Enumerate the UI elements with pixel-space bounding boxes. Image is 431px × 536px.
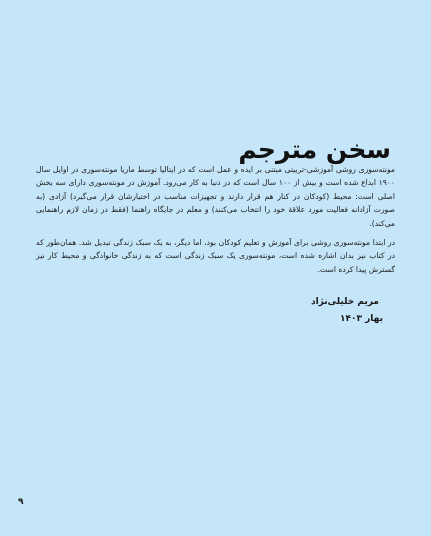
page-number: ۹ (18, 497, 24, 507)
paragraph: در ابتدا مونته‌سوری روشی برای آموزش و تعلیم کودکان بود، اما دیگر، به یک سبک زندگی تبدیل شد. همان‌طور که در کتاب نیز بدان اشاره شده است، مونته‌سوری یک سبک زندگی است که به زندگی خانوادگی و محیط کار نیز گسترش پیدا کرده است. (36, 238, 395, 274)
paragraph: مونته‌سوری روشی آموزشی-تربیتی مبتنی بر ایده و عمل است که در ایتالیا توسط ماریا مونته‌سوری در اوایل سال ۱۹۰۰ ابداع شده است و بیش از ۱۰۰ سال است که در دنیا به کار می‌رود. آموزش در مونته‌سوری دارای سه بخش اصلی است: محیط (کودکان در کنار هم قرار دارند و تجهیزات مناسب در اختیارشان قرار می‌گیرد) آزادی (به صورت آزادانه فعالیت مورد علاقهٔ خود را انتخاب می‌کنند) و معلم در جایگاه راهنما (فقط در زمان لازم راهنمایی می‌کند). (36, 165, 395, 228)
translation-date: بهار ۱۴۰۳ (340, 314, 383, 324)
page-title: سخن مترجم (238, 134, 391, 164)
body-text (36, 163, 395, 282)
translator-name: مریم خلیلی‌نژاد (310, 297, 379, 307)
